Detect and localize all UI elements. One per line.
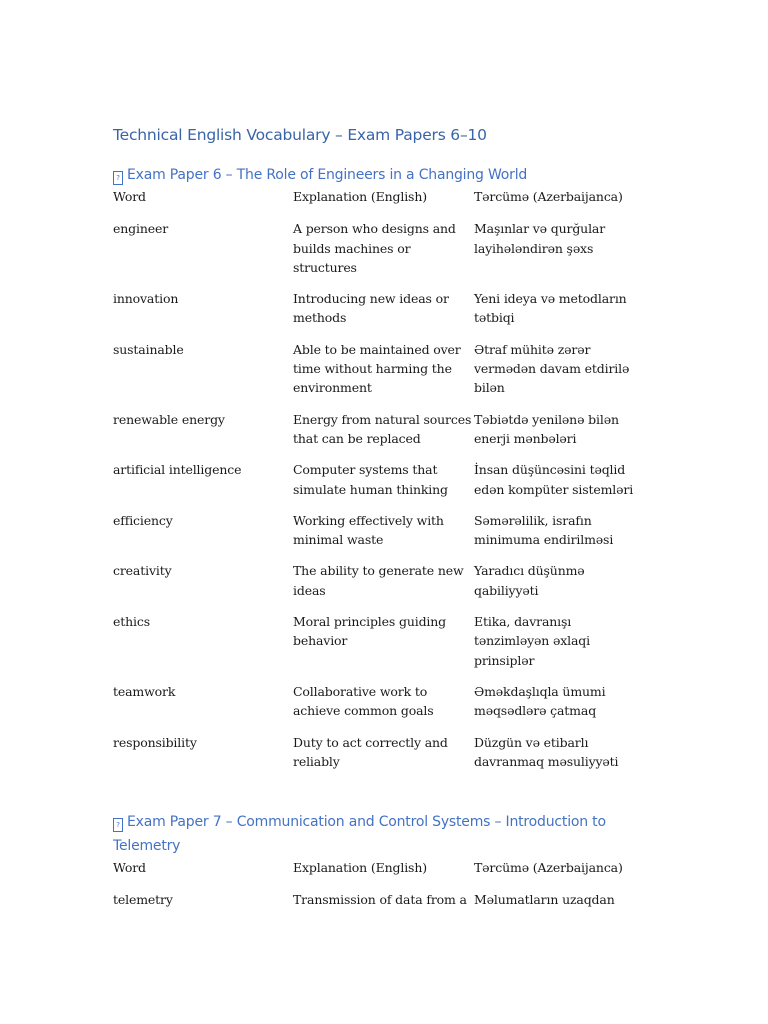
table-row (113, 511, 643, 562)
translation-cell: Səmərəlilik, israfın minimuma endirilməsi (474, 512, 614, 548)
explanation-cell: Transmission of data from a (293, 892, 467, 908)
missing-glyph-icon: ? (113, 171, 123, 185)
column-header-explanation: Explanation (English) (293, 860, 427, 876)
translation-cell: Təbiətdə yenilənə bilən enerji mənbələri (474, 411, 619, 446)
table-row (113, 890, 643, 921)
explanation-cell: Collaborative work to achieve common goals (293, 683, 434, 719)
translation-cell: Ətraf mühitə zərər vermədən davam etdirilə bilən (474, 341, 630, 396)
document-page (113, 124, 643, 922)
missing-glyph-icon: ? (113, 818, 123, 832)
word-cell: renewable energy (113, 411, 225, 427)
word-cell: creativity (113, 563, 172, 579)
translation-cell: Etika, davranışı tənzimləyən əxlaqi prinsiplər (474, 614, 590, 668)
column-header-word: Word (113, 189, 146, 204)
word-cell: ethics (113, 614, 150, 630)
table-row (113, 340, 643, 410)
word-cell: sustainable (113, 341, 184, 357)
translation-cell: Yeni ideya və metodların tətbiqi (474, 291, 627, 326)
vocabulary-table (113, 187, 643, 783)
translation-cell: Maşınlar və qurğular layihələndirən şəxs (474, 221, 606, 256)
table-header-row (113, 187, 643, 219)
table-row (113, 219, 643, 289)
explanation-cell: Able to be maintained over time without harming the environment (293, 341, 461, 396)
column-header-word: Word (113, 860, 146, 876)
translation-cell: İnsan düşüncəsini təqlid edən kompüter sistemləri (474, 462, 634, 497)
word-cell: artificial intelligence (113, 462, 242, 478)
table-row (113, 289, 643, 340)
explanation-cell: A person who designs and builds machines or structures (293, 221, 456, 275)
table-row (113, 410, 643, 461)
document-title: Technical English Vocabulary – Exam Papers 6–10 (113, 126, 487, 144)
explanation-cell: Computer systems that simulate human thinking (293, 462, 448, 497)
word-cell: efficiency (113, 512, 173, 528)
explanation-cell: Introducing new ideas or methods (293, 291, 449, 326)
table-row (113, 733, 643, 784)
section-heading (113, 810, 643, 858)
translation-cell: Yaradıcı düşünmə qabiliyyəti (474, 563, 585, 598)
explanation-cell: Energy from natural sources that can be replaced (293, 411, 472, 446)
column-header-explanation: Explanation (English) (293, 189, 427, 204)
explanation-cell: Working effectively with minimal waste (293, 512, 444, 548)
table-row (113, 561, 643, 612)
section-heading-text: Exam Paper 7 – Communication and Control Systems – Introduction to Telemetry (113, 814, 606, 855)
table-row (113, 460, 643, 511)
word-cell: engineer (113, 221, 169, 237)
translation-cell: Məlumatların uzaqdan (474, 892, 615, 908)
section-exam-paper-7 (113, 810, 643, 922)
explanation-cell: Moral principles guiding behavior (293, 614, 447, 649)
translation-cell: Əməkdaşlıqla ümumi məqsədlərə çatmaq (474, 683, 606, 719)
column-header-translation: Tərcümə (Azerbaijanca) (474, 189, 623, 204)
explanation-cell: Duty to act correctly and reliably (293, 734, 448, 769)
explanation-cell: The ability to generate new ideas (293, 563, 464, 598)
section-heading-text: Exam Paper 6 – The Role of Engineers in a Changing World (127, 167, 528, 183)
section-heading (113, 163, 643, 187)
column-header-translation: Tərcümə (Azerbaijanca) (474, 860, 623, 876)
word-cell: innovation (113, 291, 179, 307)
word-cell: telemetry (113, 892, 173, 908)
table-row (113, 612, 643, 682)
section-exam-paper-6 (113, 163, 643, 783)
word-cell: responsibility (113, 734, 197, 750)
translation-cell: Düzgün və etibarlı davranmaq məsuliyyəti (474, 734, 619, 769)
table-row (113, 682, 643, 733)
vocabulary-table (113, 858, 643, 922)
table-header-row (113, 858, 643, 890)
word-cell: teamwork (113, 683, 176, 699)
